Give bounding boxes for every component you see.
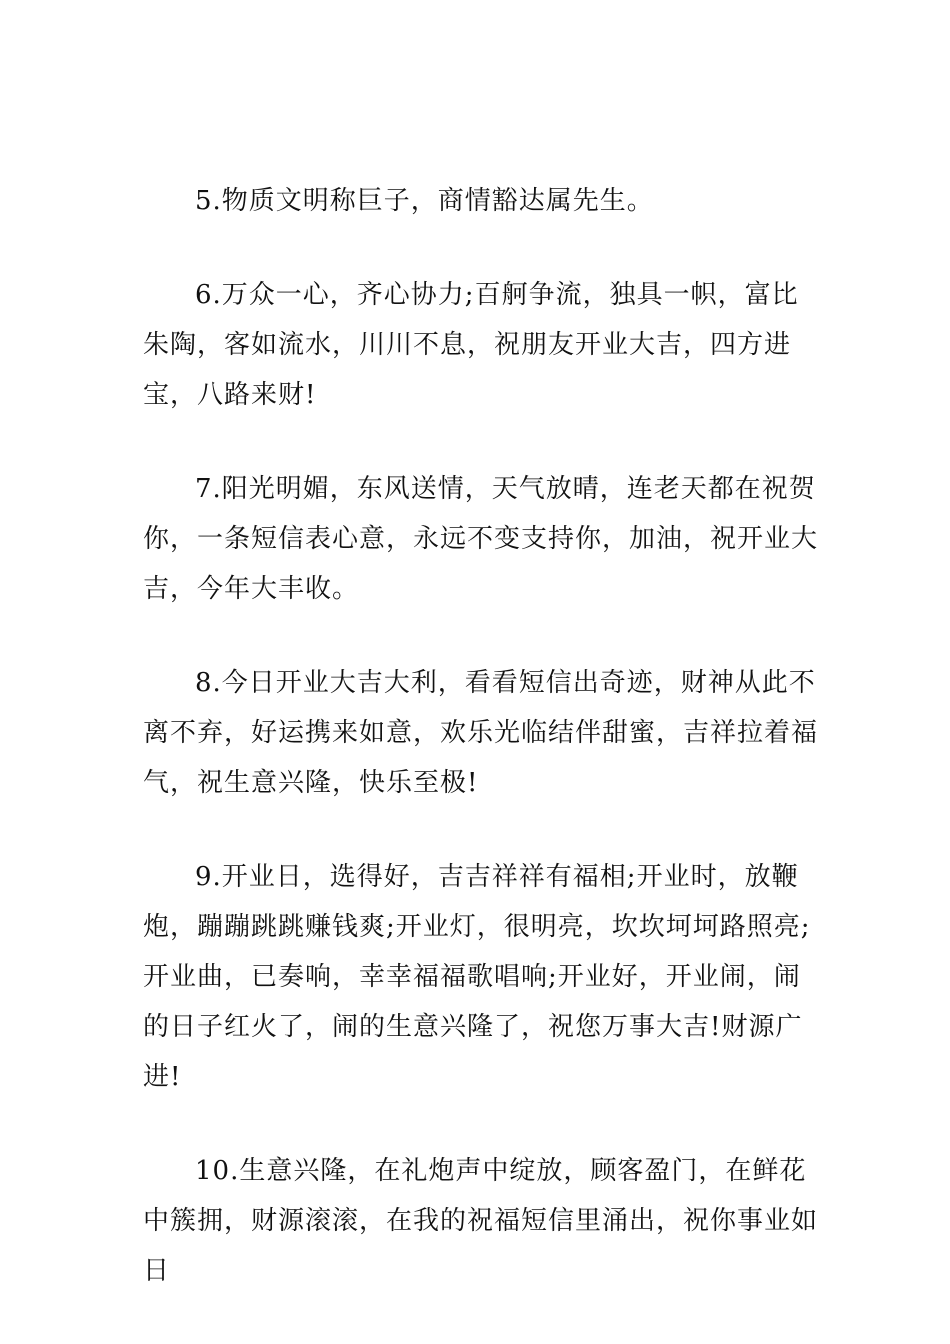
document-body [143, 176, 823, 1296]
paragraph-10: 10.生意兴隆，在礼炮声中绽放，顾客盈门，在鲜花中簇拥，财源滚滚，在我的祝福短信里涌出，祝你事业如日 [143, 1156, 819, 1286]
paragraph-7: 7.阳光明媚，东风送情，天气放晴，连老天都在祝贺你，一条短信表心意，永远不变支持你，加油，祝开业大吉，今年大丰收。 [143, 474, 819, 604]
paragraph-5: 5.物质文明称巨子，商情豁达属先生。 [195, 186, 654, 216]
paragraph-6: 6.万众一心，齐心协力;百舸争流，独具一帜，富比朱陶，客如流水，川川不息，祝朋友开业大吉，四方进宝，八路来财! [143, 280, 799, 410]
paragraph-9: 9.开业日，选得好，吉吉祥祥有福相;开业时，放鞭炮，蹦蹦跳跳赚钱爽;开业灯，很明亮，坎坎坷坷路照亮;开业曲，已奏响，幸幸福福歌唱响;开业好，开业闹，闹的日子红火了，闹的生意兴隆了，祝您万事大吉!财源广进! [143, 862, 811, 1092]
paragraph-8: 8.今日开业大吉大利，看看短信出奇迹，财神从此不离不弃，好运携来如意，欢乐光临结伴甜蜜，吉祥拉着福气，祝生意兴隆，快乐至极! [143, 668, 819, 798]
